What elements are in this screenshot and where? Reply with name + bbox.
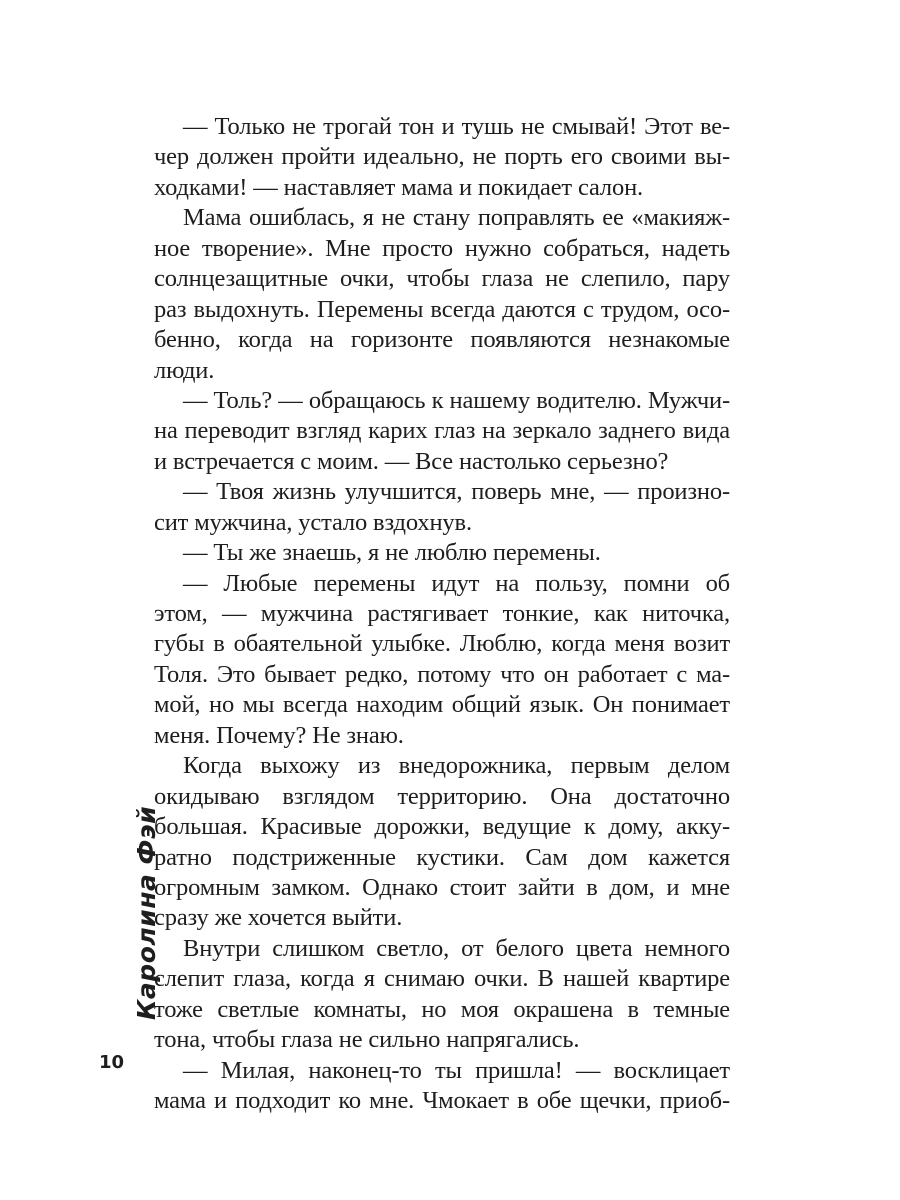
text-line: мама и подходит ко мне. Чмокает в обе щечки, приоб-: [154, 1087, 730, 1114]
text-line: меня. Почему? Не знаю.: [154, 721, 404, 749]
text-line: этом, — мужчина растягивает тонкие, как ниточка,: [154, 600, 730, 627]
text-line: сит мужчина, устало вздохнув.: [154, 508, 472, 536]
text-line: большая. Красивые дорожки, ведущие к дому, акку-: [154, 813, 730, 841]
text-line: огромным замком. Однако стоит зайти в дом, и мне: [154, 873, 730, 901]
text-line: ратно подстриженные кустики. Сам дом кажется: [154, 843, 730, 871]
text-line: тона, чтобы глаза не сильно напрягались.: [154, 1026, 580, 1054]
text-line: сразу же хочется выйти.: [154, 904, 403, 932]
text-line: слепит глаза, когда я снимаю очки. В нашей квартире: [154, 965, 730, 993]
text-line: Мама ошиблась, я не стану поправлять ее «макияж-: [183, 204, 730, 232]
text-line: — Любые перемены идут на пользу, помни об: [183, 569, 730, 597]
text-line: — Твоя жизнь улучшится, поверь мне, — произно-: [183, 478, 730, 506]
text-line: губы в обаятельной улыбке. Люблю, когда меня возит: [154, 630, 730, 658]
text-line: на переводит взгляд карих глаз на зеркало заднего вида: [154, 417, 730, 445]
text-line: и встречается с моим. — Все настолько серьезно?: [154, 447, 669, 475]
text-line: ходками! — наставляет мама и покидает салон.: [154, 173, 644, 201]
author-name: Каролина Фэй: [132, 805, 161, 1020]
text-line: Толя. Это бывает редко, потому что он работает с ма-: [154, 660, 730, 688]
text-line: окидываю взглядом территорию. Она достаточно: [154, 782, 730, 810]
text-line: ное творение». Мне просто нужно собраться, надеть: [154, 234, 730, 262]
text-line: раз выдохнуть. Перемены всегда даются с трудом, осо-: [154, 295, 730, 323]
text-line: — Ты же знаешь, я не люблю перемены.: [183, 539, 601, 567]
text-line: — Толь? — обращаюсь к нашему водителю. Мужчи-: [183, 386, 730, 414]
body-text: [154, 112, 730, 1116]
text-line: тоже светлые комнаты, но моя окрашена в темные: [154, 995, 730, 1023]
text-line: — Только не трогай тон и тушь не смывай! Этот ве-: [183, 113, 730, 140]
text-line: Внутри слишком светло, от белого цвета немного: [183, 934, 730, 962]
text-line: люди.: [154, 356, 215, 384]
text-line: чер должен пройти идеально, не порть его своими вы-: [154, 143, 730, 171]
page-number: 10: [99, 1052, 125, 1073]
text-line: Когда выхожу из внедорожника, первым делом: [183, 752, 730, 780]
text-line: — Милая, наконец-то ты пришла! — восклицает: [183, 1056, 730, 1084]
text-line: солнцезащитные очки, чтобы глаза не слепило, пару: [154, 265, 730, 293]
text-line: бенно, когда на горизонте появляются незнакомые: [154, 326, 730, 354]
text-line: мой, но мы всегда находим общий язык. Он понимает: [154, 691, 730, 719]
